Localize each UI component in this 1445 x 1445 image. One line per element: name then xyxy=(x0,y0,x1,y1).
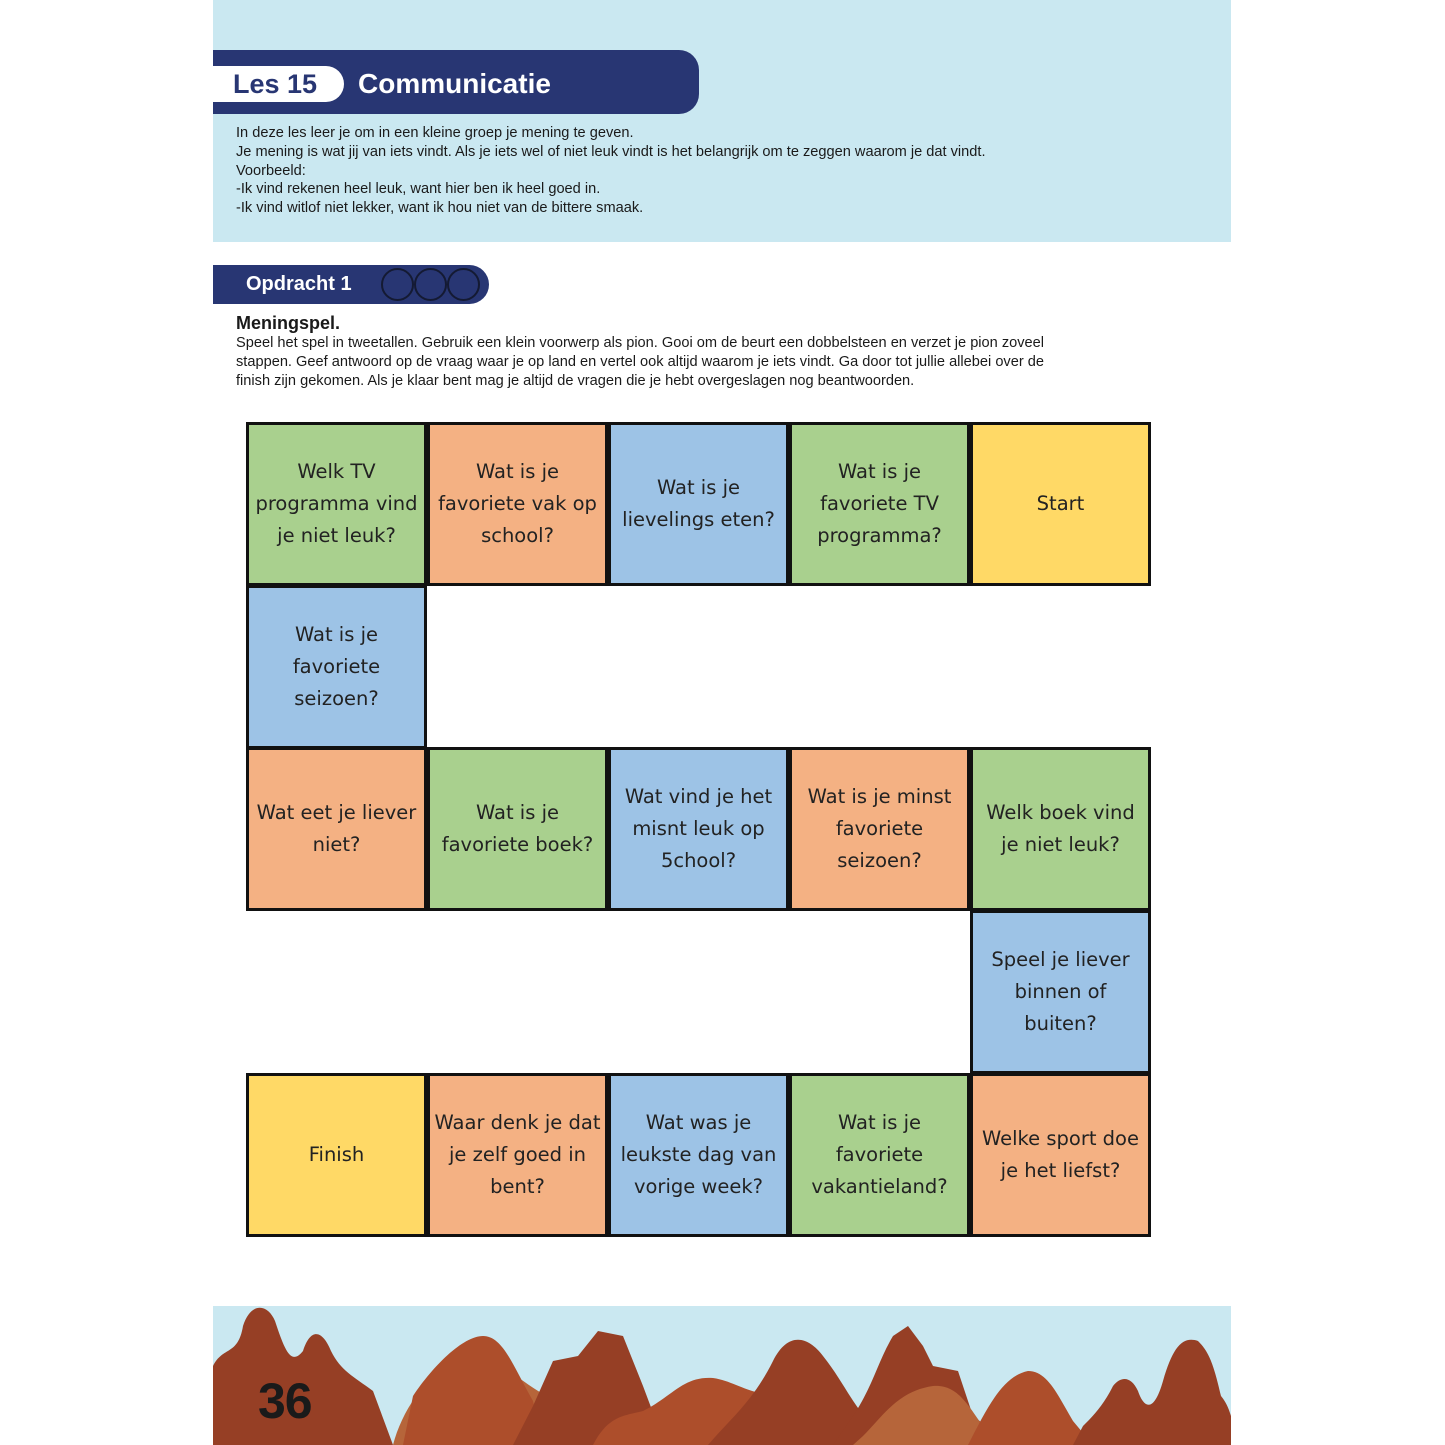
board-cell xyxy=(608,422,789,586)
cell-text: Wat is je favoriete seizoen? xyxy=(292,623,381,710)
board-cell xyxy=(608,1073,789,1237)
intro-line: Je mening is wat jij van iets vindt. Als je iets wel of niet leuk vindt is het belangrijk om te zeggen waarom je dat vindt. xyxy=(236,143,986,160)
worksheet-page xyxy=(213,0,1231,1445)
board-cell xyxy=(789,422,970,586)
rating-circle-icon[interactable] xyxy=(414,268,447,301)
board-cell xyxy=(970,910,1151,1074)
intro-line: In deze les leer je om in een kleine groep je mening te geven. xyxy=(236,125,634,141)
rating-circle-icon[interactable] xyxy=(447,268,480,301)
board-cell xyxy=(427,747,608,911)
cell-text: Welk TV programma vind je niet leuk? xyxy=(255,460,418,547)
board-cell xyxy=(427,422,608,586)
footer-mountains xyxy=(213,1306,1231,1445)
board-cell-finish xyxy=(246,1073,427,1237)
intro-text xyxy=(236,124,1196,218)
cell-text: Speel je liever binnen of buiten? xyxy=(991,948,1130,1035)
cell-text: Welk boek vind je niet leuk? xyxy=(986,801,1135,856)
cell-text: Wat is je minst favoriete seizoen? xyxy=(807,785,952,872)
board-cell xyxy=(427,1073,608,1237)
board-cell xyxy=(246,585,427,749)
board-cell xyxy=(970,1073,1151,1237)
lesson-banner xyxy=(213,50,699,114)
mountain-icon xyxy=(1073,1340,1231,1445)
board-cell xyxy=(789,1073,970,1237)
board-cell xyxy=(608,747,789,911)
cell-text: Welke sport doe je het liefst? xyxy=(982,1127,1139,1182)
description-line: finish zijn gekomen. Als je klaar bent mag je altijd de vragen die je hebt overgeslagen nog beantwoorden. xyxy=(236,372,915,389)
mountain-icon xyxy=(968,1371,1093,1445)
cell-text: Wat is je favoriete boek? xyxy=(441,801,594,856)
cell-text: Wat vind je het misnt leuk op 5chool? xyxy=(624,785,773,872)
board-cell xyxy=(246,747,427,911)
intro-section xyxy=(213,0,1231,242)
cell-text: Wat eet je liever niet? xyxy=(256,801,417,856)
cell-text: Wat was je leukste dag van vorige week? xyxy=(620,1111,777,1198)
lesson-number: Les 15 xyxy=(213,66,344,102)
intro-line: Voorbeeld: xyxy=(236,162,306,179)
cell-text: Wat is je favoriete vak op school? xyxy=(438,460,597,547)
cell-text: Waar denk je dat je zelf goed in bent? xyxy=(434,1111,601,1198)
mountain-illustration xyxy=(213,1306,1231,1445)
description-line: Speel het spel in tweetallen. Gebruik een klein voorwerp als pion. Gooi om de beurt een dobbelsteen en verzet je pion zoveel xyxy=(236,335,1045,351)
rating-circle-icon[interactable] xyxy=(381,268,414,301)
game-title: Meningspel. xyxy=(236,313,341,333)
cell-text: Start xyxy=(1036,492,1085,515)
page-number: 36 xyxy=(258,1373,312,1429)
game-description xyxy=(236,334,1196,390)
intro-line: -Ik vind witlof niet lekker, want ik hou niet van de bittere smaak. xyxy=(236,200,644,217)
board-cell-start xyxy=(970,422,1151,586)
cell-text: Wat is je lievelings eten? xyxy=(622,476,775,531)
cell-text: Finish xyxy=(308,1143,365,1166)
game-board xyxy=(246,422,1151,1238)
board-cell xyxy=(970,747,1151,911)
cell-text: Wat is je favoriete TV programma? xyxy=(817,460,942,547)
task-label: Opdracht 1 xyxy=(246,273,352,295)
lesson-title: Communicatie xyxy=(358,68,551,99)
board-cell xyxy=(789,747,970,911)
cell-text: Wat is je favoriete vakantieland? xyxy=(811,1111,948,1198)
intro-line: -Ik vind rekenen heel leuk, want hier ben ik heel goed in. xyxy=(236,181,601,198)
task-banner xyxy=(213,265,489,304)
board-cell xyxy=(246,422,427,586)
rating-circles xyxy=(381,268,480,301)
description-line: stappen. Geef antwoord op de vraag waar je op land en vertel ook altijd waarom je iets vindt. Ga door tot jullie allebei over de xyxy=(236,353,1044,370)
